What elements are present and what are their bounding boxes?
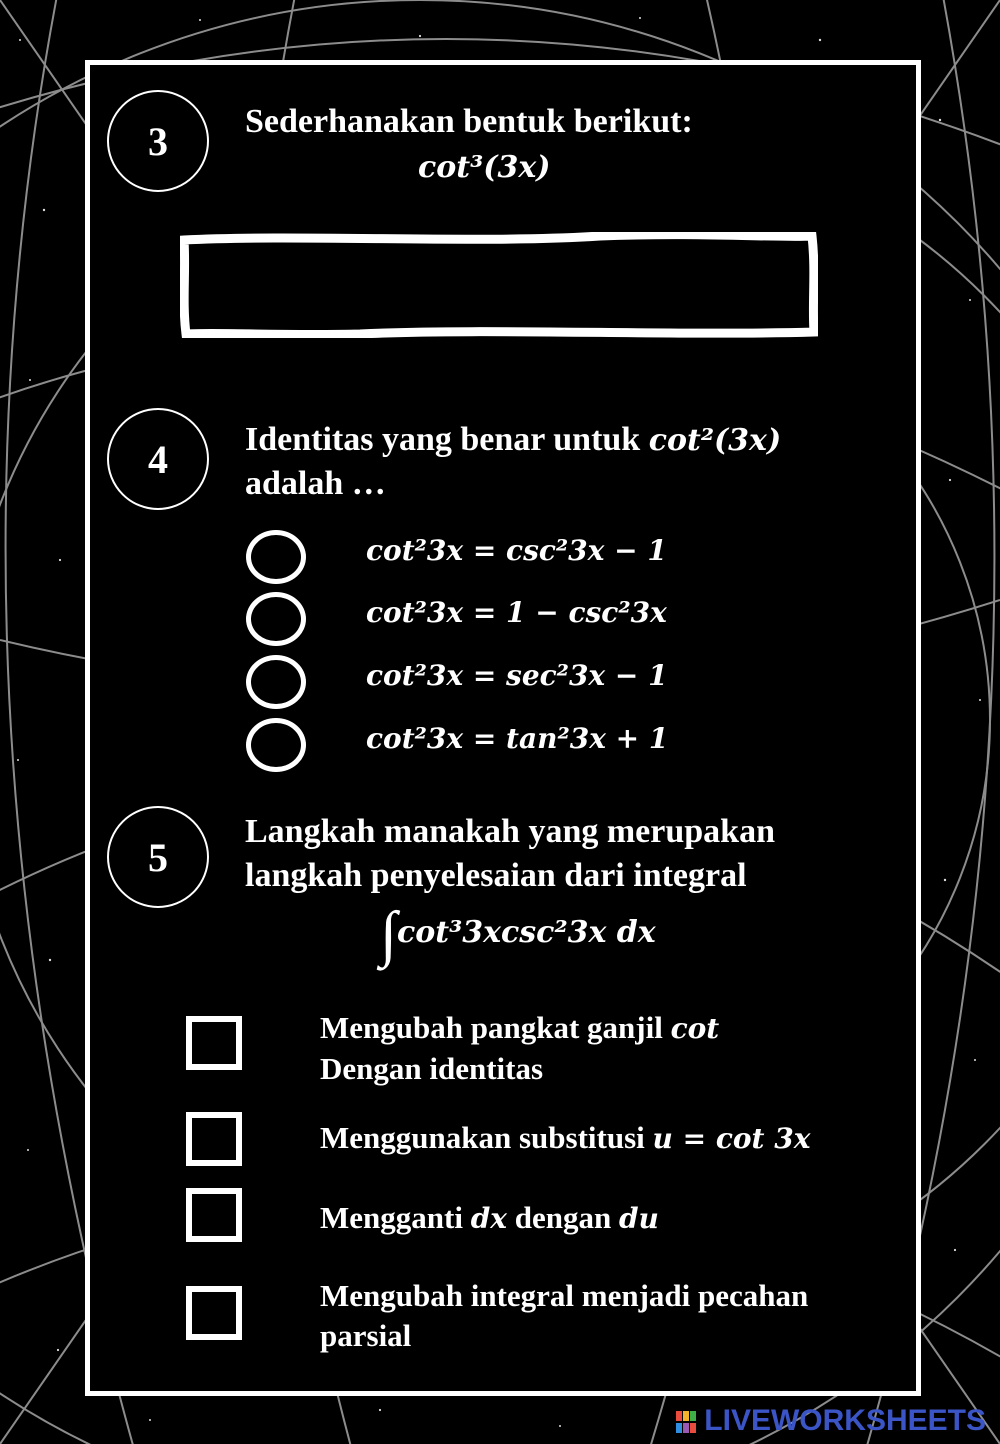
integral-expression — [380, 900, 656, 968]
question-number-badge — [107, 90, 209, 192]
question-number-badge — [107, 408, 209, 510]
question-prompt: Sederhanakan bentuk berikut: — [245, 103, 693, 140]
question-prompt-line2: adalah … — [245, 465, 386, 502]
question-number: 4 — [148, 436, 168, 482]
liveworksheets-wordmark: LIVEWORKSHEETS — [704, 1404, 986, 1437]
option-label: cot²3x = tan²3x + 1 — [366, 722, 669, 755]
question-expression: cot³(3x) — [418, 150, 551, 185]
checkbox-label-text: Mengubah integral menjadi pecahan — [320, 1278, 809, 1313]
option-row[interactable] — [246, 592, 806, 646]
radio-button[interactable] — [246, 655, 306, 709]
checkbox[interactable] — [186, 1112, 242, 1166]
checkbox-label-math: cot — [670, 1012, 720, 1045]
integral-sign: ∫ — [380, 900, 397, 968]
option-row[interactable] — [246, 655, 806, 709]
question-math: cot²(3x) — [648, 423, 782, 458]
integral-body: cot³3xcsc²3x dx — [396, 915, 656, 950]
checkbox-label-line2: parsial — [320, 1318, 412, 1353]
checkbox-label-text: dengan — [506, 1200, 619, 1235]
checkbox-label-text: Mengubah pangkat ganjil — [320, 1010, 671, 1045]
radio-button[interactable] — [246, 718, 306, 772]
question-prompt — [245, 418, 781, 463]
checkbox-label-line2: Dengan identitas — [320, 1051, 544, 1086]
checkbox-label-text: Mengganti — [320, 1200, 471, 1235]
checkbox-label-math: dx — [470, 1202, 507, 1235]
checkbox-label-text: Menggunakan substitusi — [320, 1120, 653, 1155]
checkbox[interactable] — [186, 1286, 242, 1340]
option-label: cot²3x = sec²3x − 1 — [366, 659, 668, 692]
question-number-badge — [107, 806, 209, 908]
question-number: 5 — [148, 834, 168, 880]
checkbox-label — [320, 1276, 880, 1356]
question-prompt: Langkah manakah yang merupakan — [245, 813, 776, 850]
option-row[interactable] — [246, 718, 806, 772]
question-prompt-text: Identitas yang benar untuk — [245, 421, 649, 458]
liveworksheets-icon — [676, 1411, 702, 1433]
checkbox-label — [320, 1198, 880, 1239]
answer-box — [180, 232, 818, 338]
question-prompt-line2: langkah penyelesaian dari integral — [245, 857, 747, 894]
radio-button[interactable] — [246, 592, 306, 646]
answer-input[interactable] — [194, 246, 803, 326]
option-label: cot²3x = 1 − csc²3x — [366, 596, 667, 629]
checkbox-label-math: du — [618, 1202, 659, 1235]
checkbox-label — [320, 1008, 880, 1089]
checkbox-label-math: u = cot 3x — [652, 1122, 811, 1155]
checkbox[interactable] — [186, 1188, 242, 1242]
radio-button[interactable] — [246, 530, 306, 584]
checkbox-label — [320, 1118, 880, 1159]
question-number: 3 — [148, 118, 168, 164]
option-label: cot²3x = csc²3x − 1 — [366, 534, 667, 567]
liveworksheets-logo — [676, 1404, 986, 1438]
checkbox[interactable] — [186, 1016, 242, 1070]
option-row[interactable] — [246, 530, 806, 584]
